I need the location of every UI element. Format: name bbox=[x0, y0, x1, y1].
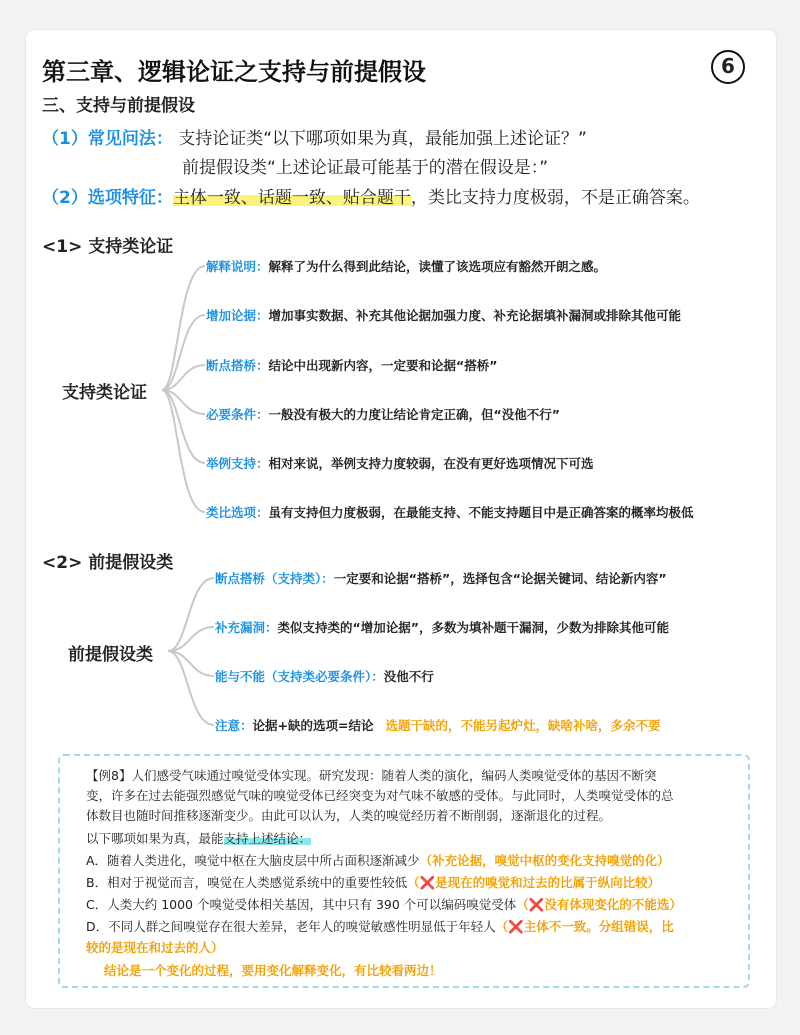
assumption-item-note: 注意：论据+缺的选项=结论 选题干缺的，不能另起炉灶，缺啥补啥，多余不要 bbox=[215, 718, 661, 733]
section2-branches bbox=[168, 578, 214, 725]
example-paragraph-line: 变，许多在过去能强烈感觉气味的嗅觉受体已经突变为对气味不敏感的受体。与此同时，人类嗅觉受体的总 bbox=[86, 788, 674, 803]
branch-line bbox=[168, 578, 214, 651]
option-features-label: （2）选项特征： bbox=[42, 188, 173, 208]
example-paragraph-line: 体数目也随时间推移逐渐变少。由此可以认为，人类的嗅觉经历着不断削弱，逐渐退化的过程。 bbox=[86, 808, 612, 823]
assumption-item-necessary: 能与不能（支持类必要条件）：没他不行 bbox=[215, 669, 434, 684]
option-a: A．随着人类进化，嗅觉中枢在大脑皮层中所占面积逐渐减少（补充论据，嗅觉中枢的变化支持嗅觉的化） bbox=[86, 853, 670, 868]
section2-heading: <2> 前提假设类 bbox=[42, 553, 174, 573]
example-question: 以下哪项如果为真，最能支持上述结论： bbox=[86, 831, 312, 846]
branch-line bbox=[162, 390, 205, 463]
example-conclusion: 结论是一个变化的过程，要用变化解释变化，有比较看两边！ bbox=[104, 963, 442, 978]
option-features-highlight: 主体一致、话题一致、贴合题干 bbox=[172, 188, 411, 208]
branch-line bbox=[162, 390, 205, 512]
support-item-bridge: 断点搭桥：结论中出现新内容，一定要和论据“搭桥” bbox=[206, 358, 498, 373]
mindmap-root-assumption: 前提假设类 bbox=[68, 645, 153, 665]
branch-line bbox=[162, 266, 205, 390]
question-types-label: （1）常见问法： bbox=[42, 129, 173, 149]
example-paragraph-line: 【例8】人们感受气味通过嗅觉受体实现。研究发现：随着人类的演化，编码人类嗅觉受体的基因不断突 bbox=[86, 768, 657, 783]
assumption-item-fill-gap: 补充漏洞：类似支持类的“增加论据”，多数为填补题干漏洞，少数为排除其他可能 bbox=[215, 620, 669, 635]
support-item-necessary: 必要条件：一般没有极大的力度让结论肯定正确，但“没他不行” bbox=[206, 407, 560, 422]
support-item-add-evidence: 增加论据：增加事实数据、补充其他论据加强力度、补充论据填补漏洞或排除其他可能 bbox=[206, 308, 682, 323]
support-item-example: 举例支持：相对来说，举例支持力度较弱，在没有更好选项情况下可选 bbox=[206, 456, 594, 471]
section-subtitle: 三、支持与前提假设 bbox=[42, 96, 195, 116]
section1-heading: <1> 支持类论证 bbox=[42, 237, 174, 257]
cross-icon: ❌ bbox=[508, 919, 524, 934]
question-types-line1: 支持论证类“以下哪项如果为真，最能加强上述论证？” bbox=[178, 129, 587, 149]
cross-icon: ❌ bbox=[419, 875, 436, 890]
branch-line bbox=[162, 315, 205, 390]
branch-line bbox=[168, 651, 214, 725]
option-d-continued: 较的是现在和过去的人） bbox=[86, 940, 224, 955]
support-item-explain: 解释说明：解释了为什么得到此结论，读懂了该选项应有豁然开朗之感。 bbox=[206, 259, 607, 274]
assumption-item-bridge: 断点搭桥（支持类）：一定要和论据“搭桥”，选择包含“论据关键词、结论新内容” bbox=[215, 571, 667, 586]
support-item-analogy: 类比选项：虽有支持但力度极弱，在最能支持、不能支持题目中是正确答案的概率均极低 bbox=[206, 505, 694, 520]
question-highlight: 支持上述结论： bbox=[223, 831, 312, 846]
cross-icon: ❌ bbox=[528, 897, 545, 912]
section1-branches bbox=[162, 266, 205, 512]
option-d: D．不同人群之间嗅觉存在很大差异，老年人的嗅觉敏感性明显低于年轻人（❌主体不一致。分组错误，比 bbox=[86, 919, 674, 934]
option-features-rest: ，类比支持力度极弱，不是正确答案。 bbox=[410, 188, 700, 208]
option-b: B．相对于视觉而言，嗅觉在人类感觉系统中的重要性较低（❌是现在的嗅觉和过去的比属于纵向比较） bbox=[86, 875, 661, 890]
page-title: 第三章、逻辑论证之支持与前提假设 bbox=[42, 58, 426, 86]
question-types-line2: 前提假设类“上述论证最可能基于的潜在假设是：” bbox=[182, 158, 549, 178]
page-number-badge: 6 bbox=[711, 50, 745, 84]
option-c: C．人类大约 1000 个嗅觉受体相关基因，其中只有 390 个可以编码嗅觉受体（❌没有体现变化的不能选） bbox=[86, 897, 682, 912]
mindmap-root-support: 支持类论证 bbox=[62, 383, 147, 403]
